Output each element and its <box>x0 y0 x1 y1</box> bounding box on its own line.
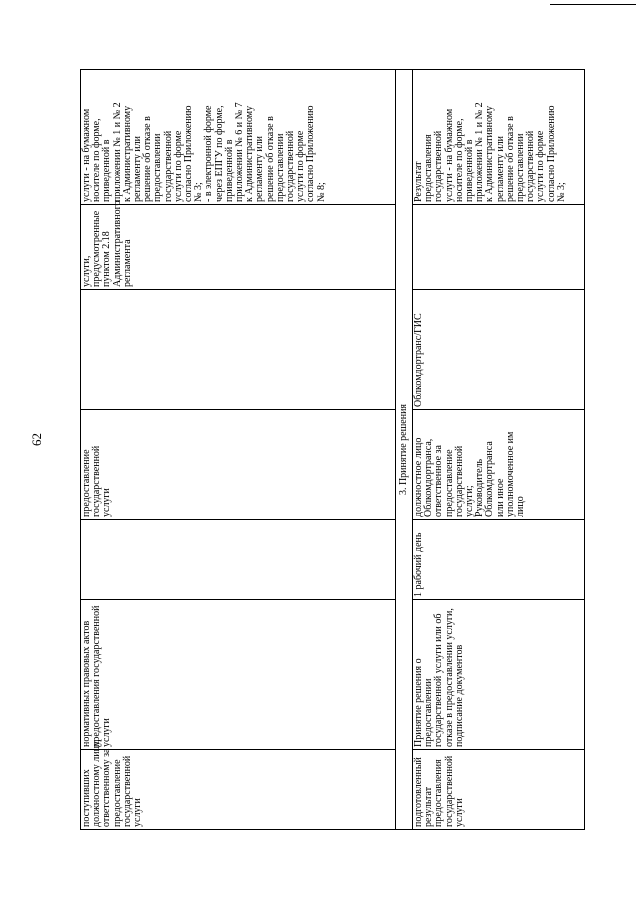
cell-text-line: № 8; <box>315 182 327 202</box>
cell-text-line: предоставлении <box>274 133 286 202</box>
cell-text-line: результат <box>423 786 435 827</box>
cell-text-line: предоставлении <box>515 133 527 202</box>
cell-text-line: услуги по форме <box>295 130 307 202</box>
cell-text-line: услуги, <box>81 255 92 287</box>
cell-text-line: приведенной в <box>464 139 476 202</box>
cell-text-line: регламенту или <box>132 135 144 202</box>
page-number: 62 <box>29 433 44 446</box>
cell-text-line: предусмотренные <box>91 210 103 287</box>
cell-text-line: 1 рабочий день <box>413 532 424 597</box>
cell-bottom-col7 <box>413 70 585 205</box>
cell-text-line: решение об отказе в <box>142 116 154 202</box>
cell-text-line: приложении № 6 и № 7 <box>234 102 246 202</box>
top-rule <box>550 4 636 5</box>
cell-text-line: лицо <box>515 496 527 517</box>
cell-text-line: решение об отказе в <box>504 116 516 202</box>
cell-text-line: или иное <box>494 478 506 517</box>
section-heading-row <box>396 70 413 830</box>
cell-text-line: предоставления <box>433 759 445 827</box>
cell-text-line: ответственное за <box>433 445 445 517</box>
cell-bottom-col1 <box>413 750 585 830</box>
cell-text-line: Руководитель <box>474 458 486 517</box>
cell-text-line: предоставление <box>111 759 123 827</box>
cell-text-line: № 3; <box>193 182 205 202</box>
cell-text-line: предоставления государственной <box>91 605 103 747</box>
cell-text-line: носителе по форме, <box>453 118 465 202</box>
cell-text-line: решение об отказе в <box>264 116 276 202</box>
cell-text-line: услуги <box>101 488 113 517</box>
cell-text-line: через ЕПГУ по форме, <box>213 105 225 202</box>
cell-text-line: носителе по форме, <box>91 118 103 202</box>
cell-bottom-col5 <box>413 290 585 410</box>
cell-text-line: приложении № 1 и № 2 <box>111 102 123 202</box>
table-row-top <box>81 70 396 830</box>
cell-bottom-col6 <box>413 205 585 290</box>
cell-text-line: регламенту или <box>254 135 266 202</box>
cell-text-line: Административного <box>111 200 123 287</box>
cell-text-line: государственной <box>91 445 103 517</box>
cell-text-line: к Административному <box>484 105 496 202</box>
cell-text-line: согласно Приложению <box>183 105 195 202</box>
cell-bottom-col2 <box>413 600 585 750</box>
cell-text-line: услуги; <box>464 485 476 517</box>
cell-text-line: услуги <box>101 718 113 747</box>
cell-text-line: ответственному за <box>101 748 113 827</box>
cell-text-line: нормативных правовых актов <box>81 620 92 747</box>
cell-text-line: пунктом 2.18 <box>101 231 113 287</box>
cell-text-line: к Административному <box>121 105 133 202</box>
cell-text-line: услуги по форме <box>535 130 547 202</box>
cell-top-col7 <box>81 70 396 205</box>
cell-bottom-col4 <box>413 410 585 520</box>
cell-text-line: услуги - на бумажном <box>81 108 92 202</box>
cell-text-line: услуги <box>453 798 465 827</box>
cell-text-line: должностное лицо <box>413 437 424 517</box>
cell-text-line: предоставлении <box>152 133 164 202</box>
cell-text-line: Принятие решения о <box>413 658 424 747</box>
cell-text-line: государственной <box>162 130 174 202</box>
cell-text-line: услуги <box>132 798 144 827</box>
cell-text-line: регламента <box>121 239 133 287</box>
cell-text-line: предоставления <box>423 134 435 202</box>
table-row-bottom <box>413 70 585 830</box>
procedure-table <box>80 69 585 830</box>
cell-text-line: Результат <box>413 161 424 202</box>
cell-text-line: отказе в предоставлении услуги, <box>443 608 455 747</box>
cell-text-line: Облкомдортранса, <box>423 438 435 517</box>
rotated-table-wrapper <box>80 70 585 830</box>
cell-text-line: приложении № 1 и № 2 <box>474 102 486 202</box>
cell-text-line: предоставление <box>81 449 92 517</box>
cell-text-line: к Административному <box>244 105 256 202</box>
cell-text-line: государственной <box>121 755 133 827</box>
cell-top-col6 <box>81 200 396 290</box>
cell-top-col3 <box>81 520 396 600</box>
cell-top-col2 <box>81 600 396 750</box>
cell-text-line: подписание документов <box>453 644 465 747</box>
cell-text-line: № 3; <box>555 182 567 202</box>
cell-text-line: согласно Приложению <box>305 105 317 202</box>
cell-text-line: государственной <box>443 755 455 827</box>
cell-text-line: подготовленный <box>413 757 424 827</box>
cell-top-col1 <box>81 739 396 830</box>
cell-text-line: услуги - на бумажном <box>443 108 455 202</box>
cell-bottom-col3 <box>413 520 585 600</box>
cell-text-line: приведенной в <box>101 139 113 202</box>
cell-text-line: уполномоченное им <box>504 431 516 517</box>
cell-text-line: предоставлении <box>423 678 435 747</box>
cell-text-line: - в электронной форме <box>203 105 215 202</box>
cell-text-line: государственной <box>433 130 445 202</box>
cell-top-col4 <box>81 410 396 520</box>
cell-text-line: государственной услуги или об <box>433 613 445 747</box>
cell-text-line: предоставление <box>443 449 455 517</box>
cell-text-line: услуги по форме <box>172 130 184 202</box>
section-heading: 3. Принятие решения <box>396 70 413 830</box>
cell-text-line: государственной <box>453 445 465 517</box>
cell-text-line: государственной <box>285 130 297 202</box>
cell-text-line: приведенной в <box>223 139 235 202</box>
cell-text-line: государственной <box>525 130 537 202</box>
cell-text-line: поступивших <box>81 769 92 827</box>
cell-text-line: Облкомдортранс/ГИС <box>413 313 424 407</box>
cell-text-line: Облкомдортранса <box>484 441 496 517</box>
cell-text-line: согласно Приложению <box>545 105 557 202</box>
cell-top-col5 <box>81 290 396 410</box>
cell-text-line: должностному лицу, <box>91 739 103 827</box>
cell-text-line: регламенту или <box>494 135 506 202</box>
